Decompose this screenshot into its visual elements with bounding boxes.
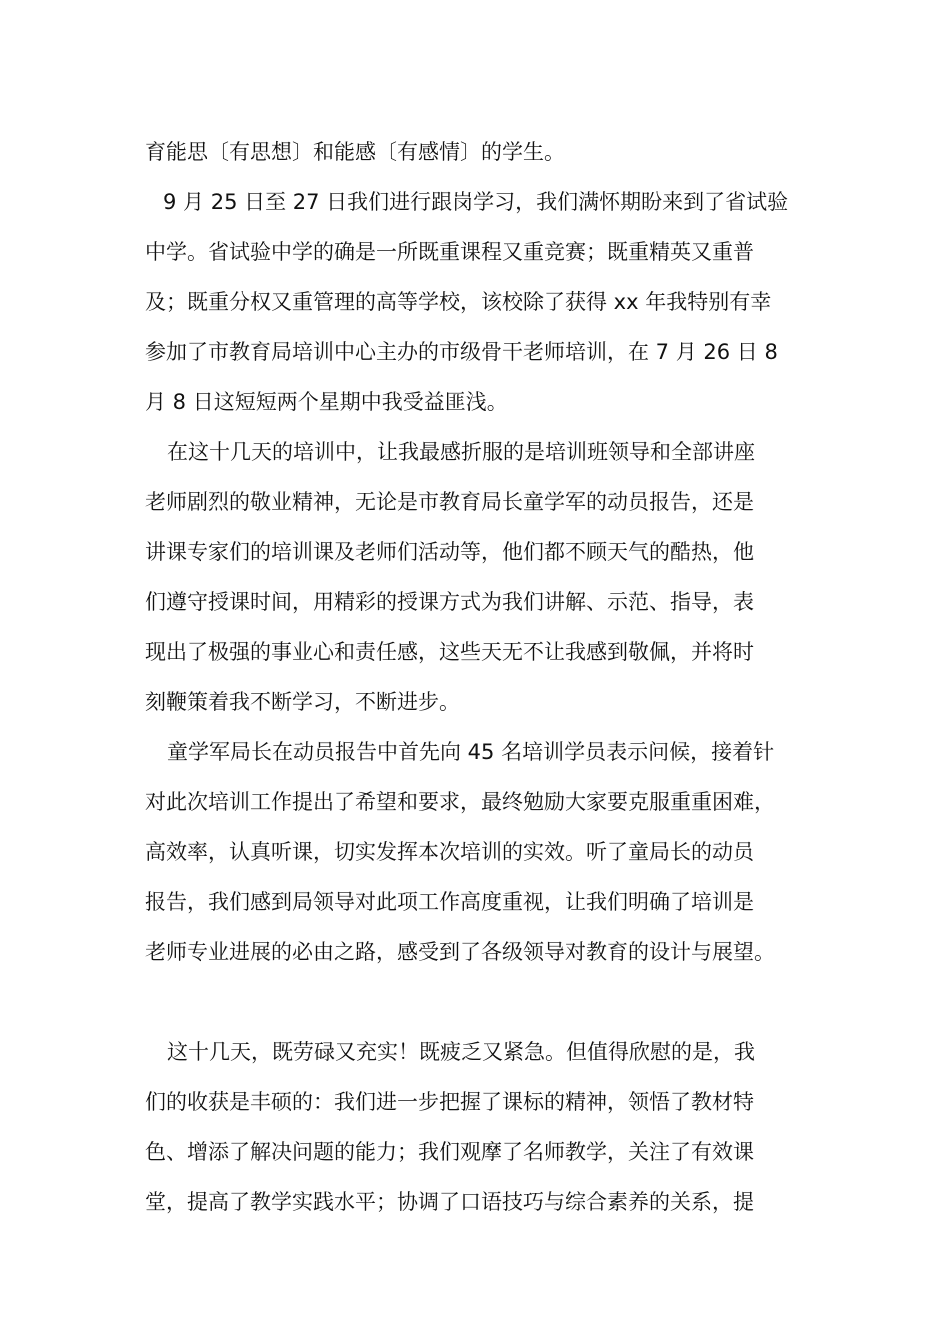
- text-line: 高效率，认真听课，切实发挥本次培训的实效。听了童局长的动员: [145, 840, 754, 864]
- text-line: 现出了极强的事业心和责任感，这些天无不让我感到敬佩，并将时: [145, 640, 754, 664]
- text-line: 在这十几天的培训中，让我最感折服的是培训班领导和全部讲座: [167, 440, 755, 464]
- text-line: 及；既重分权又重管理的高等学校，该校除了获得 xx 年我特别有幸: [145, 290, 772, 314]
- text-line: 参加了市教育局培训中心主办的市级骨干老师培训，在 7 月 26 日 8: [145, 340, 778, 364]
- text-line: 报告，我们感到局领导对此项工作高度重视，让我们明确了培训是: [145, 890, 754, 914]
- text-line: 童学军局长在动员报告中首先向 45 名培训学员表示问候，接着针: [167, 740, 775, 764]
- text-line: 中学。省试验中学的确是一所既重课程又重竞赛；既重精英又重普: [145, 240, 754, 264]
- text-line: 育能思〔有思想〕和能感〔有感情〕的学生。: [145, 140, 565, 164]
- text-line: 堂，提高了教学实践水平；协调了口语技巧与综合素养的关系，提: [145, 1190, 754, 1214]
- text-line: 讲课专家们的培训课及老师们活动等，他们都不顾天气的酷热，他: [145, 540, 754, 564]
- document-body: [145, 127, 835, 1227]
- text-line: 这十几天，既劳碌又充实！既疲乏又紧急。但值得欣慰的是，我: [167, 1040, 755, 1064]
- text-line: 老师专业进展的必由之路，感受到了各级领导对教育的设计与展望。: [145, 940, 775, 964]
- text-line: 色、增添了解决问题的能力；我们观摩了名师教学，关注了有效课: [145, 1140, 754, 1164]
- text-line: 老师剧烈的敬业精神，无论是市教育局长童学军的动员报告，还是: [145, 490, 754, 514]
- text-line: 们的收获是丰硕的：我们进一步把握了课标的精神，领悟了教材特: [145, 1090, 754, 1114]
- text-line: 月 8 日这短短两个星期中我受益匪浅。: [145, 390, 508, 414]
- text-line: 们遵守授课时间，用精彩的授课方式为我们讲解、示范、指导，表: [145, 590, 754, 614]
- text-line: 刻鞭策着我不断学习，不断进步。: [145, 690, 460, 714]
- text-line: 9 月 25 日至 27 日我们进行跟岗学习，我们满怀期盼来到了省试验: [163, 190, 789, 214]
- text-line: 对此次培训工作提出了希望和要求，最终勉励大家要克服重重困难，: [145, 790, 775, 814]
- paragraph-gap: [145, 977, 835, 1027]
